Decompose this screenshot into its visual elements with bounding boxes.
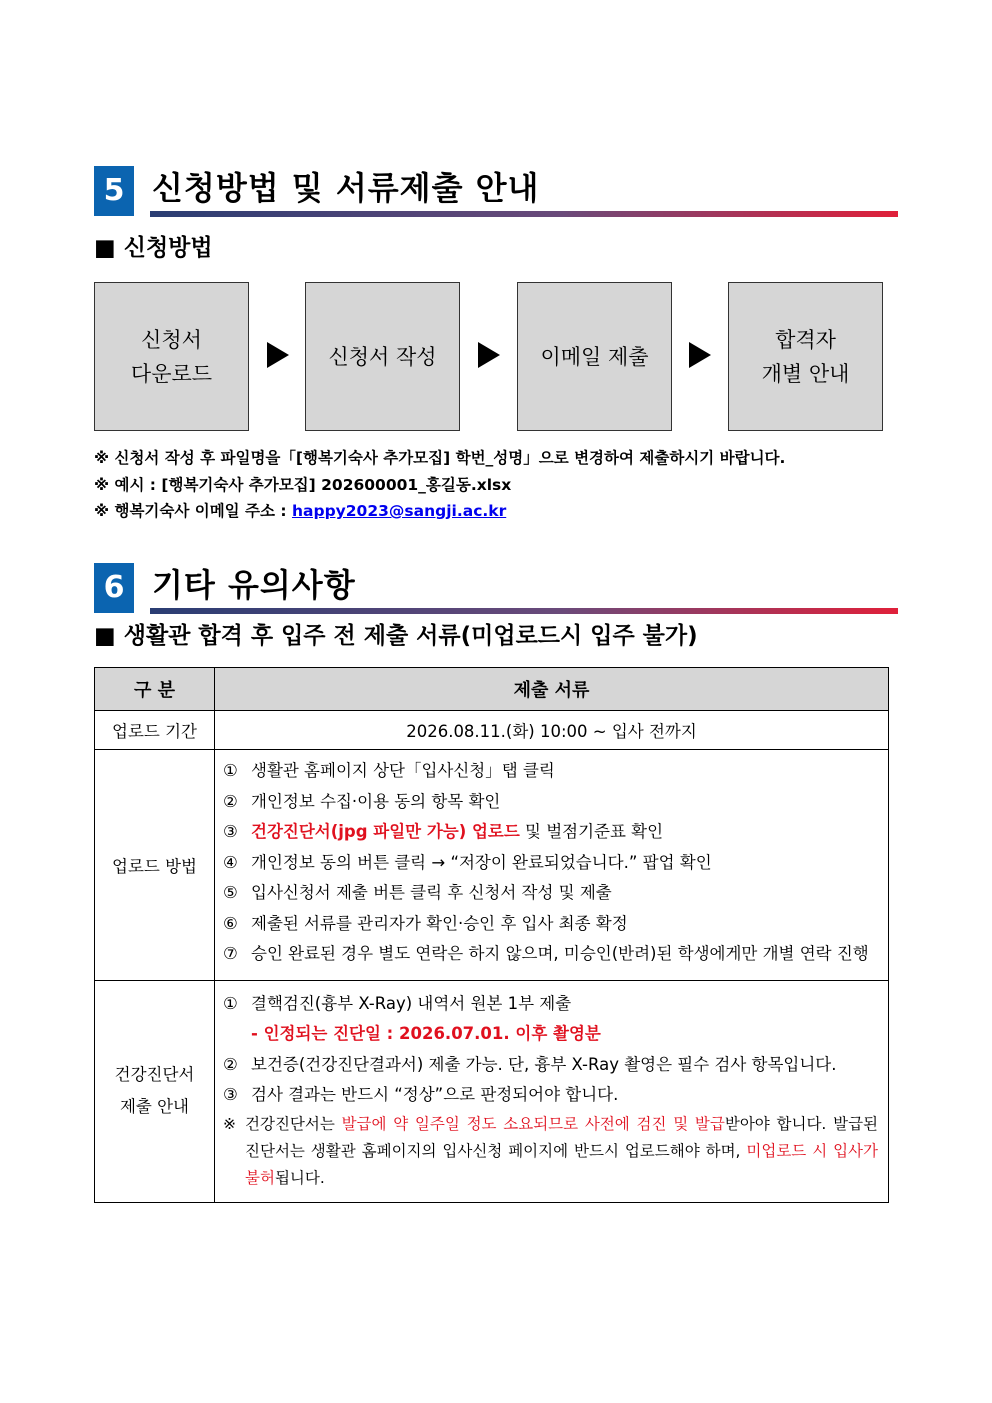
documents-table	[94, 667, 889, 1203]
section-number-badge: 5	[94, 166, 134, 216]
list-item	[223, 787, 878, 818]
item-number: ①	[223, 761, 238, 780]
list-item	[223, 939, 878, 970]
item-text	[251, 817, 878, 848]
item-text: 제출된 서류를 관리자가 확인·승인 후 입사 최종 확정	[251, 913, 628, 933]
section-title: 신청방법 및 서류제출 안내	[152, 169, 540, 207]
note-email	[94, 499, 506, 523]
method-list	[215, 750, 889, 981]
row-label-health: 건강진단서 제출 안내	[95, 980, 215, 1202]
item-text: 개인정보 수집·이용 동의 항목 확인	[251, 791, 501, 811]
item-text: 결핵검진(흉부 X-Ray) 내역서 원본 1부 제출	[251, 993, 572, 1013]
table-row	[95, 980, 889, 1202]
period-value: 2026.08.11.(화) 10:00 ~ 입사 전까지	[215, 711, 889, 750]
section-divider	[150, 211, 898, 217]
item-number: ⑤	[223, 883, 238, 902]
accepted-date-note: - 인정되는 진단일 : 2026.07.01. 이후 촬영분	[251, 1024, 601, 1043]
item-text: 검사 결과는 반드시 “정상”으로 판정되어야 합니다.	[251, 1085, 619, 1104]
section-6-header	[94, 563, 898, 615]
subheading-apply-method: ■ 신청방법	[94, 235, 213, 261]
section-number-badge: 6	[94, 563, 134, 613]
item-text: 입사신청서 제출 버튼 클릭 후 신청서 작성 및 제출	[251, 883, 612, 902]
row-label-method: 업로드 방법	[95, 750, 215, 981]
row-label-period: 업로드 기간	[95, 711, 215, 750]
list-item	[223, 848, 878, 879]
health-remark	[223, 1111, 878, 1192]
item-text: 보건증(건강진단결과서) 제출 가능. 단, 흉부 X-Ray 촬영은 필수 검사 항목입니다.	[251, 1054, 837, 1074]
flow-step-email: 이메일 제출	[517, 282, 672, 431]
table-row	[95, 711, 889, 750]
highlight-text: 건강진단서(jpg 파일만 가능) 업로드	[251, 822, 520, 841]
list-item	[223, 989, 878, 1020]
item-text: 생활관 홈페이지 상단「입사신청」탭 클릭	[251, 761, 555, 780]
list-item	[223, 878, 878, 909]
list-item	[223, 1080, 878, 1111]
section-title: 기타 유의사항	[152, 566, 356, 604]
list-item	[223, 909, 878, 940]
item-number: ③	[223, 822, 238, 841]
flow-step-write: 신청서 작성	[305, 282, 460, 431]
arrow-right-icon	[478, 342, 500, 368]
item-number: ⑦	[223, 944, 238, 963]
section-5-header	[94, 166, 898, 218]
item-number: ②	[223, 1054, 238, 1074]
item-text-rest: 및 벌점기준표 확인	[519, 822, 664, 841]
note-email-label: ※ 행복기숙사 이메일 주소 :	[94, 502, 292, 520]
subheading-required-docs: ■ 생활관 합격 후 입주 전 제출 서류(미업로드시 입주 불가)	[94, 623, 698, 649]
remark-highlight: 미업로드 시 입사가 불허	[245, 1141, 878, 1187]
remark-part: 받아야 합니다. 발급된 진단서는 생활관 홈페이지의 입사신청 페이지에 반드시 업로드해야 하며,	[245, 1114, 879, 1160]
section-divider	[150, 608, 898, 614]
header-category: 구 분	[95, 668, 215, 711]
note-filename: ※ 신청서 작성 후 파일명을「[행복기숙사 추가모집] 학번_성명」으로 변경하여 제출하시기 바랍니다.	[94, 449, 786, 467]
remark-highlight: 발급에 약 일주일 정도 소요되므로 사전에 검진 및 발급	[341, 1114, 725, 1133]
flow-step-download: 신청서 다운로드	[94, 282, 249, 431]
list-item	[223, 1050, 878, 1081]
list-item	[223, 756, 878, 787]
arrow-right-icon	[267, 342, 289, 368]
remark-part: 건강진단서는	[245, 1114, 342, 1133]
table-header-row	[95, 668, 889, 711]
list-item	[223, 817, 878, 848]
item-number: ③	[223, 1085, 238, 1104]
item-text: 승인 완료된 경우 별도 연락은 하지 않으며, 미승인(반려)된 학생에게만 개별 연락 진행	[251, 944, 869, 963]
email-link[interactable]: happy2023@sangji.ac.kr	[291, 502, 507, 520]
remark-part: 됩니다.	[274, 1168, 325, 1187]
note-example: ※ 예시 : [행복기숙사 추가모집] 202600001_홍길동.xlsx	[94, 476, 512, 494]
item-number: ④	[223, 852, 238, 872]
item-number: ②	[223, 791, 238, 811]
item-number: ①	[223, 993, 238, 1013]
flow-step-notify: 합격자 개별 안내	[728, 282, 883, 431]
remark-mark: ※	[223, 1114, 236, 1133]
header-documents: 제출 서류	[215, 668, 889, 711]
remark-text	[245, 1111, 878, 1192]
table-row	[95, 750, 889, 981]
item-number: ⑥	[223, 913, 238, 933]
health-list	[215, 980, 889, 1202]
item-text: 개인정보 동의 버튼 클릭 → “저장이 완료되었습니다.” 팝업 확인	[251, 852, 712, 872]
arrow-right-icon	[689, 342, 711, 368]
